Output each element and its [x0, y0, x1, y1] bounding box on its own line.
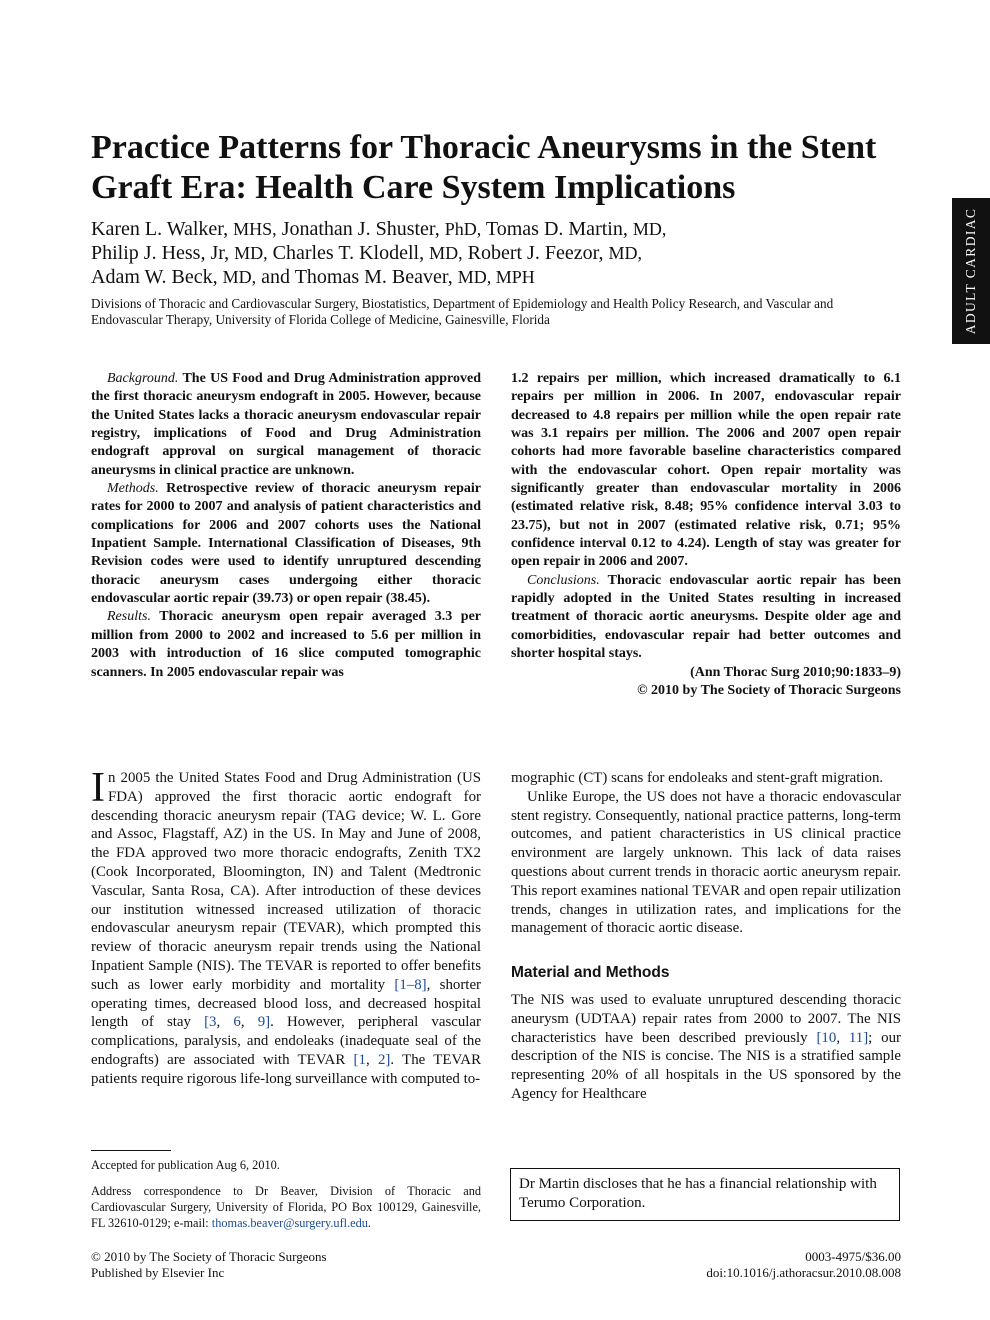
- journal-citation: (Ann Thorac Surg 2010;90:1833–9): [690, 664, 901, 680]
- author-degree: MD,: [608, 243, 642, 263]
- reference-link[interactable]: 6: [233, 1014, 241, 1031]
- author-name: Robert J. Feezor,: [467, 242, 604, 264]
- body-text: The NIS was used to evaluate unruptured descending thoracic aneurysm (UDTAA) repair rates from 2000 to 2007. The NIS characteristics have been described previously: [511, 991, 901, 1046]
- publisher-info: [91, 1249, 327, 1281]
- author-name: Philip J. Hess, Jr,: [91, 242, 230, 264]
- abstract-results: [91, 608, 481, 681]
- section-tab: [952, 198, 990, 344]
- affiliation: Divisions of Thoracic and Cardiovascular Surgery, Biostatistics, Department of Epidemiology and Health Policy Research, and Vascular and Endovascular Therapy, University of Florida College of Medicine, Gainesville, Florida: [91, 296, 834, 327]
- drop-cap: I: [91, 765, 105, 811]
- abstract-label: Methods.: [107, 481, 159, 497]
- author-degree: MD,: [632, 219, 667, 239]
- doi[interactable]: doi:10.1016/j.athoracsur.2010.08.008: [706, 1265, 901, 1280]
- abstract-background: [91, 370, 481, 480]
- article-identifiers: [706, 1249, 901, 1281]
- reference-link[interactable]: [1: [353, 1051, 366, 1068]
- intro-paragraph: In 2005 the United States Food and Drug Administration (US FDA) approved the first thoracic aortic endograft for descending thoracic aneurysm repair (TAG device; W. L. Gore and Assoc, Flagstaff, AZ) in the US. In May and June of 2008, the FDA approved two more thoracic endografts, Zenith TX2 (Cook Incorporated, Bloomington, IN) and Talent (Medtronic Vascular, Santa Rosa, CA). After introduction of these devices our institution witnessed increased utilization of thoracic endovascular aneurysm repair (TEVAR), which prompted this review of thoracic aneurysm repair trends using the National Inpatient Sample (NIS). The TEVAR is reported to offer benefits such as lower early morbidity and mortality [1–8], shorter operating times, decreased blood loss, and decreased hospital length of stay [3, 6, 9]. However, peripheral vascular complications, paralysis, and endoleaks (inadequate seal of the endografts) are associated with TEVAR [1, 2]. The TEVAR patients require rigorous life-long surveillance with computed to-: [91, 765, 482, 1087]
- reference-link[interactable]: [10: [816, 1029, 837, 1046]
- footer-copyright: © 2010 by The Society of Thoracic Surgeons: [91, 1249, 327, 1264]
- issn-price: 0003-4975/$36.00: [805, 1249, 901, 1264]
- author-name: Adam W. Beck,: [91, 266, 218, 288]
- article-title: Practice Patterns for Thoracic Aneurysms in the Stent Graft Era: Health Care System Implications: [91, 129, 877, 206]
- abstract-text: The US Food and Drug Administration approved the first thoracic aneurysm endograft in 2005. However, because the United States lacks a thoracic aneurysm endovascular repair registry, implications of Food and Drug Administration endograft approval on surgical management of thoracic aneurysms in clinical practice are unknown.: [91, 371, 481, 478]
- abstract-methods: [91, 480, 481, 608]
- reference-link[interactable]: 11]: [848, 1029, 869, 1046]
- author-name: Jonathan J. Shuster,: [281, 218, 440, 240]
- correspondence-text: Address correspondence to Dr Beaver, Division of Thoracic and Cardiovascular Surgery, University of Florida, PO Box 100129, Gainesville, FL 32610-0129; e-mail:: [91, 1184, 481, 1230]
- abstract-conclusions: [511, 572, 901, 664]
- footnotes: [91, 1157, 481, 1241]
- correspondence-text: .: [367, 1216, 371, 1230]
- section-tab-label: ADULT CARDIAC: [963, 207, 978, 335]
- author-degree: MD, MPH: [457, 267, 535, 287]
- author-degree: MD,: [429, 243, 463, 263]
- body-text: ; our description of the NIS is concise. The NIS is a stratified sample representing 20% of all hospitals in the US sponsored by the Agency for Healthcare: [511, 1029, 901, 1102]
- body-left-column: [91, 765, 482, 1089]
- footnote-divider: [91, 1150, 171, 1151]
- methods-paragraph: The NIS was used to evaluate unruptured descending thoracic aneurysm (UDTAA) repair rates from 2000 to 2007. The NIS characteristics have been described previously [10, 11]; our description of the NIS is concise. The NIS is a stratified sample representing 20% of all hospitals in the US sponsored by the Agency for Healthcare: [511, 991, 901, 1102]
- reference-link[interactable]: 2]: [377, 1051, 391, 1068]
- abstract-results-continued: 1.2 repairs per million, which increased dramatically to 6.1 repairs per million in 2006. In 2007, endovascular repair decreased to 4.8 repairs per million while the open repair rate was 3.1 repairs per million. The 2006 and 2007 open repair cohorts had more favorable baseline characteristics compared with the endovascular cohort. Open repair mortality was significantly greater than endovascular mortality in 2006 (estimated relative risk, 8.48; 95% confidence interval 3.03 to 23.75), but not in 2007 (estimated relative risk, 0.71; 95% confidence interval 0.12 to 4.24). Length of stay was greater for open repair in 2006 and 2007.: [511, 371, 901, 570]
- author-degree: MD,: [222, 267, 257, 287]
- body-text: , shorter operating times, decreased blood loss, and decreased hospital length of stay: [91, 976, 482, 1031]
- body-text: n 2005 the United States Food and Drug Administration (US FDA) approved the first thoracic aortic endograft for descending thoracic aneurysm repair (TAG device; W. L. Gore and Assoc, Flagstaff, AZ) in the US. In May and June of 2008, the FDA approved two more thoracic endografts, Zenith TX2 (Cook Incorporated, Bloomington, IN) and Talent (Medtronic Vascular, Santa Rosa, CA). After introduction of these devices our institution witnessed increased utilization of thoracic endovascular aneurysm repair (TEVAR), which prompted this review of thoracic aneurysm repair trends using the National Inpatient Sample (NIS). The TEVAR is reported to offer benefits such as lower early morbidity and mortality: [91, 770, 481, 993]
- author-name: and Thomas M. Beaver,: [261, 266, 453, 288]
- author-name: Charles T. Klodell,: [272, 242, 425, 264]
- footer-publisher: Published by Elsevier Inc: [91, 1265, 225, 1280]
- abstract-label: Results.: [107, 609, 151, 625]
- author-degree: MD,: [234, 243, 268, 263]
- body-text: . The TEVAR patients require rigorous life-long surveillance with computed to-: [91, 1051, 481, 1087]
- email-link[interactable]: thomas.beaver@surgery.ufl.edu: [211, 1216, 368, 1230]
- author-degree: PhD,: [444, 219, 482, 239]
- reference-link[interactable]: [3: [204, 1014, 217, 1031]
- reference-link[interactable]: 9]: [257, 1014, 271, 1031]
- abstract-text: Retrospective review of thoracic aneurysm repair rates for 2000 to 2007 and analysis of patient characteristics and complications for 2006 and 2007 cohorts uses the National Inpatient Sample. International Classification of Diseases, 9th Revision codes were used to identify unruptured descending thoracic aneurysm cases undergoing either thoracic endovascular aortic repair (39.73) or open repair (38.45).: [91, 481, 481, 607]
- intro-paragraph-continued: mographic (CT) scans for endoleaks and stent-graft migration.: [511, 770, 884, 786]
- author-list: [91, 217, 931, 289]
- abstract-text: Thoracic endovascular aortic repair has been rapidly adopted in the United States resulting in increased treatment of thoracic aortic aneurysms. Despite older age and comorbidities, endovascular repair had better outcomes and shorter hospital stays.: [511, 572, 901, 662]
- accepted-note: Accepted for publication Aug 6, 2010.: [91, 1158, 280, 1172]
- correspondence-note: [91, 1183, 481, 1231]
- intro-paragraph: Unlike Europe, the US does not have a thoracic endovascular stent registry. Consequently, national practice patterns, long-term outcomes, and patient characteristics in US clinical practice environment are largely unknown. This lack of data raises questions about current trends in thoracic aortic aneurysm repair. This report examines national TEVAR and open repair utilization trends, changes in utilization rates, and implications for the management of thoracic aortic disease.: [511, 788, 901, 937]
- abstract-label: Background.: [107, 371, 179, 386]
- body-right-column: [511, 769, 901, 1104]
- abstract-text: Thoracic aneurysm open repair averaged 3.3 per million from 2000 to 2002 and increased to 5.6 per million in 2003 with introduction of 16 slice computed tomographic scanners. In 2005 endovascular repair was: [91, 609, 481, 680]
- abstract-left-column: [91, 370, 481, 682]
- abstract-label: Conclusions.: [527, 572, 600, 588]
- section-heading: Material and Methods: [511, 964, 670, 982]
- body-text: . However, peripheral vascular complications, paralysis, and endoleaks (inadequate seal of the endografts) are associated with TEVAR: [91, 1014, 482, 1068]
- author-degree: MHS,: [233, 219, 277, 239]
- reference-link[interactable]: [1–8]: [394, 976, 427, 993]
- abstract-right-column: [511, 370, 901, 700]
- author-name: Karen L. Walker,: [91, 218, 229, 240]
- disclosure-box: Dr Martin discloses that he has a financial relationship with Terumo Corporation.: [510, 1168, 900, 1221]
- author-name: Tomas D. Martin,: [485, 218, 628, 240]
- abstract-copyright: © 2010 by The Society of Thoracic Surgeons: [637, 682, 901, 698]
